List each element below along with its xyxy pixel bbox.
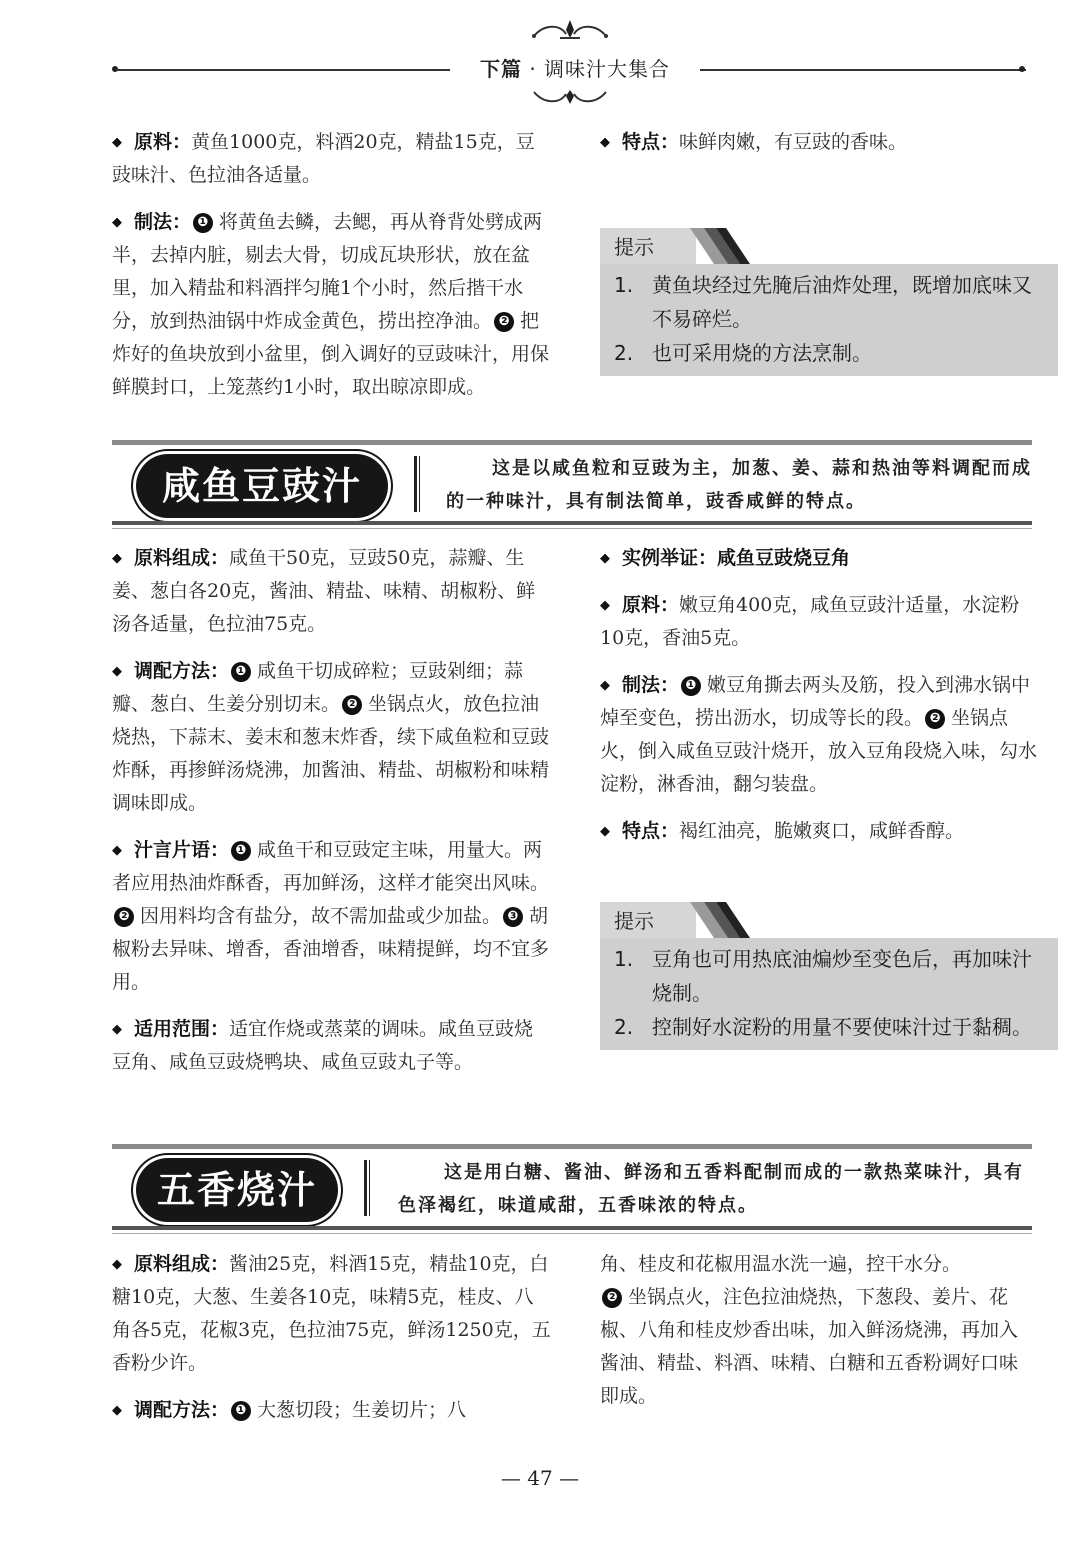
xianyu-method: ◆ 调配方法： ❶ 咸鱼干切成碎粒；豆豉剁细；蒜瓣、葱白、生姜分别切末。 ❷ 坐锅点火，放色拉油烧热，下蒜末、姜末和葱末炸香，续下咸鱼粒和豆豉炸酥，再掺鲜汤烧沸，加酱油、精盐、胡椒粉和味精调味即成。 xyxy=(112,655,552,820)
banner-rule-bottom-thin xyxy=(112,1233,1032,1234)
tip-title: 提示 xyxy=(600,902,696,938)
diamond-bullet-icon: ◆ xyxy=(600,598,610,613)
method-step-2: 把炸好的鱼块放到小盆里，倒入调好的豆豉味汁，用保鲜膜封口，上笼蒸约1小时，取出晾凉即成。 xyxy=(112,310,550,398)
step-1-icon: ❶ xyxy=(231,662,251,682)
step-2-icon: ❷ xyxy=(602,1288,622,1308)
step-2-icon: ❷ xyxy=(925,709,945,729)
tip-box-xianyu xyxy=(600,902,1058,1050)
banner-divider xyxy=(414,456,417,512)
step-2-icon: ❷ xyxy=(342,695,362,715)
ingredients-label: 原料： xyxy=(134,131,192,153)
method-label: 制法： xyxy=(134,211,192,233)
xianyu-scope: ◆ 适用范围：适宜作烧或蒸菜的调味。咸鱼豆豉烧豆角、咸鱼豆豉烧鸭块、咸鱼豆豉丸子等。 xyxy=(112,1013,552,1079)
feature-text: 味鲜肉嫩，有豆豉的香味。 xyxy=(679,131,908,153)
tip-box-top xyxy=(600,228,1058,376)
tip-title: 提示 xyxy=(600,228,696,264)
top-right-column xyxy=(600,126,1040,173)
diamond-bullet-icon: ◆ xyxy=(112,843,122,858)
xianyu-make: ◆ 制法： ❶ 嫩豆角撕去两头及筋，投入到沸水锅中焯至变色，捞出沥水，切成等长的段。 ❷ 坐锅点火，倒入咸鱼豆豉汁烧开，放入豆角段烧入味，勾水淀粉，淋香油，翻匀装盘。 xyxy=(600,669,1040,801)
header-chapter: 调味汁大集合 xyxy=(544,57,671,81)
diamond-bullet-icon: ◆ xyxy=(112,135,122,150)
top-method xyxy=(112,206,552,404)
diamond-bullet-icon: ◆ xyxy=(112,1257,122,1272)
step-1-icon: ❶ xyxy=(231,1401,251,1421)
diamond-bullet-icon: ◆ xyxy=(112,215,122,230)
banner-divider-thin xyxy=(419,456,420,512)
section-title-xianyu: 咸鱼豆豉汁 xyxy=(136,454,388,518)
section-intro-xianyu: 这是以咸鱼粒和豆豉为主，加葱、姜、蒜和热油等料调配而成的一种味汁，具有制法简单，豉香咸鲜的特点。 xyxy=(446,458,1032,512)
diamond-bullet-icon: ◆ xyxy=(600,551,610,566)
header-rule-dot-right xyxy=(1019,66,1025,72)
banner-rule-top xyxy=(112,1144,1032,1149)
step-2-icon: ❷ xyxy=(114,907,134,927)
xianyu-ingredients: ◆ 原料：嫩豆角400克，咸鱼豆豉汁适量，水淀粉10克，香油5克。 xyxy=(600,589,1040,655)
top-ingredients xyxy=(112,126,552,192)
xianyu-left-column xyxy=(112,542,552,1093)
running-header xyxy=(450,53,700,82)
page-number: — 47 — xyxy=(500,1466,580,1490)
step-2-icon: ❷ xyxy=(494,312,514,332)
top-feature xyxy=(600,126,1040,159)
tip-item: 2. 也可采用烧的方法烹制。 xyxy=(614,341,872,365)
banner-rule-bottom xyxy=(112,521,1032,525)
diamond-bullet-icon: ◆ xyxy=(112,664,122,679)
wuxiang-composition: ◆ 原料组成：酱油25克，料酒15克，精盐10克，白糖10克，大葱、生姜各10克，味精5克，桂皮、八角各5克，花椒3克，色拉油75克，鲜汤1250克，五香粉少许。 xyxy=(112,1248,552,1380)
tip-stripes-icon xyxy=(690,228,750,264)
diamond-bullet-icon: ◆ xyxy=(600,824,610,839)
step-3-icon: ❸ xyxy=(503,907,523,927)
header-separator: · xyxy=(529,57,537,81)
step-1-icon: ❶ xyxy=(193,213,213,233)
tip-item: 1. 豆角也可用热底油煸炒至变色后，再加味汁烧制。 xyxy=(614,947,1032,1005)
tip-item: 1. 黄鱼块经过先腌后油炸处理，既增加底味又不易碎烂。 xyxy=(614,273,1032,331)
banner-divider-thin xyxy=(369,1160,370,1216)
diamond-bullet-icon: ◆ xyxy=(112,1403,122,1418)
step-1-icon: ❶ xyxy=(681,676,701,696)
feature-label: 特点： xyxy=(622,131,680,153)
diamond-bullet-icon: ◆ xyxy=(600,678,610,693)
method-step-1: 将黄鱼去鳞，去鳃，再从脊背处劈成两半，去掉内脏，剔去大骨，切成瓦块形状，放在盆里，加入精盐和料酒拌匀腌1个小时，然后揩干水分，放到热油锅中炸成金黄色，捞出控净油。 xyxy=(112,211,543,332)
tip-item: 2. 控制好水淀粉的用量不要使味汁过于黏稠。 xyxy=(614,1015,1032,1039)
tip-stripes-icon xyxy=(690,902,750,938)
diamond-bullet-icon: ◆ xyxy=(600,135,610,150)
ingredients-text: 黄鱼1000克，料酒20克，精盐15克，豆豉味汁、色拉油各适量。 xyxy=(112,131,535,186)
header-ornament-bottom xyxy=(520,84,620,114)
wuxiang-method-cont: 角、桂皮和花椒用温水洗一遍，控干水分。 ❷ 坐锅点火，注色拉油烧热，下葱段、姜片、花椒、八角和桂皮炒香出味，加入鲜汤烧沸，再加入酱油、精盐、料酒、味精、白糖和五香粉调好口味即成。 xyxy=(600,1253,1019,1407)
step-1-icon: ❶ xyxy=(231,841,251,861)
banner-rule-bottom xyxy=(112,1226,1032,1230)
banner-rule-top xyxy=(112,440,1032,445)
top-left-column xyxy=(112,126,552,418)
wuxiang-method: ◆ 调配方法： ❶ 大葱切段；生姜切片；八 xyxy=(112,1394,552,1427)
section-title-wuxiang: 五香烧汁 xyxy=(136,1158,338,1222)
diamond-bullet-icon: ◆ xyxy=(112,1022,122,1037)
xianyu-right-column xyxy=(600,542,1040,862)
banner-divider xyxy=(364,1160,367,1216)
xianyu-feature: ◆ 特点：褐红油亮，脆嫩爽口，咸鲜香醇。 xyxy=(600,815,1040,848)
banner-rule-bottom-thin xyxy=(112,528,1032,529)
wuxiang-left-column xyxy=(112,1248,552,1441)
header-ornament-top xyxy=(520,16,620,46)
header-book-part: 下篇 xyxy=(479,57,522,81)
wuxiang-right-column xyxy=(600,1248,1034,1427)
xianyu-notes: ◆ 汁言片语： ❶ 咸鱼干和豆豉定主味，用量大。两者应用热油炸酥香，再加鲜汤，这样才能突出风味。❷ 因用料均含有盐分，故不需加盐或少加盐。 ❸ 胡椒粉去异味、增香，香油增香，味精提鲜，均不宜多用。 xyxy=(112,834,552,999)
xianyu-composition: ◆ 原料组成：咸鱼干50克，豆豉50克，蒜瓣、生姜、葱白各20克，酱油、精盐、味精、胡椒粉、鲜汤各适量，色拉油75克。 xyxy=(112,542,552,641)
xianyu-example: ◆ 实例举证：咸鱼豆豉烧豆角 xyxy=(600,542,1040,575)
diamond-bullet-icon: ◆ xyxy=(112,551,122,566)
section-intro-wuxiang: 这是用白糖、酱油、鲜汤和五香料配制而成的一款热菜味汁，具有色泽褐红，味道咸甜，五香味浓的特点。 xyxy=(398,1162,1024,1216)
